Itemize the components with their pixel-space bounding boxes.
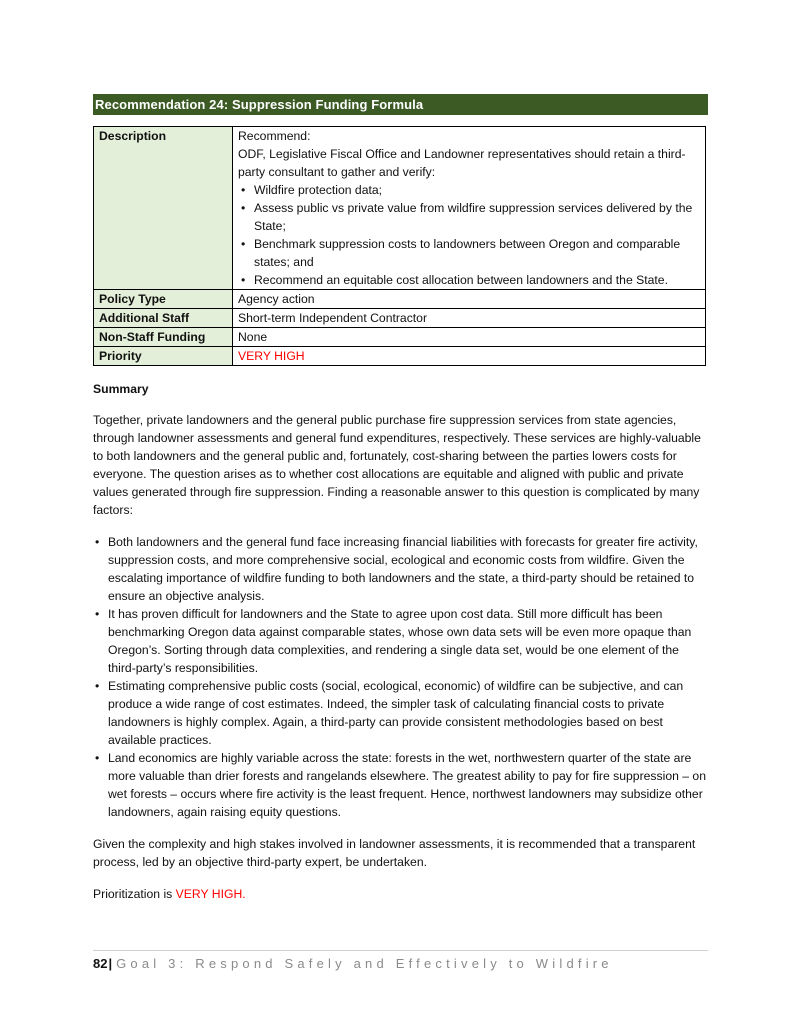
description-intro: Recommend:: [238, 129, 311, 143]
table-row-policy-type: [94, 290, 706, 309]
table-row-priority: [94, 347, 706, 366]
description-list-item: • Benchmark suppression costs to landowners between Oregon and comparable states; and: [254, 235, 700, 271]
additional-staff-value: Short-term Independent Contractor: [233, 309, 706, 328]
description-label: Description: [94, 127, 233, 290]
factor-list-item: • Estimating comprehensive public costs (social, ecological, economic) of wildfire can be subjective, and can produce a wide range of cost estimates. Indeed, the simpler task of calculating financial costs to private landowners is highly complex. Again, a third-party can provide consistent methodologies based on best available practices.: [108, 677, 708, 749]
table-row-description: [94, 127, 706, 290]
footer-separator: |: [108, 956, 113, 971]
description-list-item: • Assess public vs private value from wildfire suppression services delivered by the State;: [254, 199, 700, 235]
footer-section-title: Goal 3: Respond Safely and Effectively to Wildfire: [116, 956, 613, 971]
page-footer: [93, 950, 708, 973]
prioritization-prefix: Prioritization is: [93, 887, 176, 901]
page-content: [93, 94, 708, 917]
factor-list-item: • Both landowners and the general fund face increasing financial liabilities with forecasts for greater fire activity, suppression costs, and more comprehensive social, ecological and economic costs from wildfire. Given the escalating importance of wildfire funding to both landowners and the state, a third-party should be retained to ensure an objective analysis.: [108, 533, 708, 605]
factor-list: [93, 533, 708, 821]
prioritization-statement: [93, 885, 708, 903]
table-row-additional-staff: [94, 309, 706, 328]
non-staff-funding-value: None: [233, 328, 706, 347]
table-row-non-staff-funding: [94, 328, 706, 347]
additional-staff-label: Additional Staff: [94, 309, 233, 328]
factor-list-item: • It has proven difficult for landowners and the State to agree upon cost data. Still more difficult has been benchmarking Oregon data against comparable states, whose own data sets will be even more opaque than Oregon’s. Sorting through data complexities, and rendering a single data set, would be one element of the third-party’s responsibilities.: [108, 605, 708, 677]
description-list-item: • Recommend an equitable cost allocation between landowners and the State.: [254, 271, 700, 289]
description-list: [238, 181, 700, 289]
recommendation-table: [93, 126, 706, 366]
summary-conclusion: Given the complexity and high stakes involved in landowner assessments, it is recommended that a transparent process, led by an objective third-party expert, be undertaken.: [93, 837, 696, 869]
factor-list-item: • Land economics are highly variable across the state: forests in the wet, northwestern quarter of the state are more valuable than drier forests and rangelands elsewhere. The greatest ability to pay for fire suppression – on wet forests – occurs where fire activity is the least frequent. Hence, northwest landowners may subsidize other landowners, again raising equity questions.: [108, 749, 708, 821]
priority-value: VERY HIGH: [233, 347, 706, 366]
policy-type-value: Agency action: [233, 290, 706, 309]
summary-heading: Summary: [93, 382, 149, 396]
policy-type-label: Policy Type: [94, 290, 233, 309]
description-text: ODF, Legislative Fiscal Office and Landowner representatives should retain a third-party consultant to gather and verify:: [238, 147, 686, 179]
page-number: 82: [93, 956, 108, 971]
description-list-item: • Wildfire protection data;: [254, 181, 700, 199]
summary-intro: Together, private landowners and the general public purchase fire suppression services from state agencies, through landowner assessments and general fund expenditures, respectively. These services are highly-valuable to both landowners and the general public and, fortunately, cost-sharing between the parties lowers costs for everyone. The question arises as to whether cost allocations are equitable and aligned with public and private values generated through fire suppression. Finding a reasonable answer to this question is complicated by many factors:: [93, 413, 701, 517]
recommendation-title: Recommendation 24: Suppression Funding Formula: [93, 94, 708, 115]
non-staff-funding-label: Non-Staff Funding: [94, 328, 233, 347]
prioritization-value: VERY HIGH.: [175, 887, 246, 901]
priority-label: Priority: [94, 347, 233, 366]
description-value: [233, 127, 706, 290]
